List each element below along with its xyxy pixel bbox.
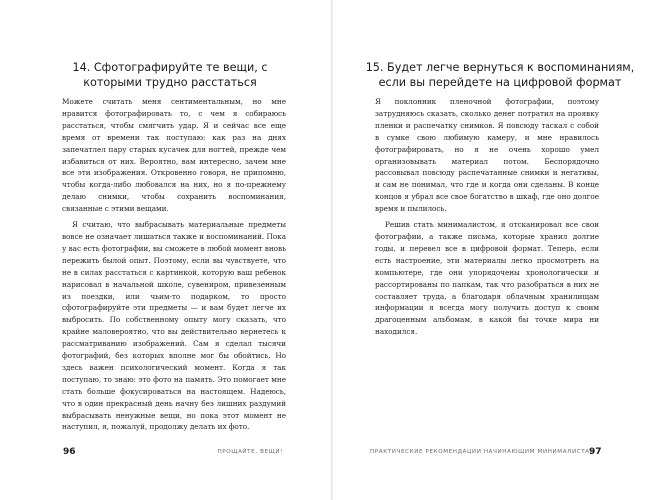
left-paragraph-1: Можете считать меня сентиментальным, но мне нравится фотографировать то, с чем я собираюсь расстаться, чтобы смягчить удар. Я и сейчас все еще время от времени так поступаю: как раз на днях запечатлел пару старых кусачек для ногтей, прежде чем избавиться от них. Вероятно, вам интересно, зачем мне все эти изображения. Откровенно говоря, не припомню, чтобы когда-либо любовался на них, но я по-прежнему делаю снимки, чтобы сохранить воспоминания, связанные с этими вещами. — [62, 97, 286, 214]
right-page-heading: 15. Будет легче вернуться к воспоминаниям, если вы перейдете на цифровой формат — [365, 61, 635, 89]
left-page-body — [62, 96, 286, 433]
right-paragraph-2: Решив стать минималистом, я отсканировал все свои фотографии, а также письма, которые хранил долгие годы, и перевел все в цифровой формат. Теперь, если есть настроение, эти материалы легко просмотреть на компьютере, где они упорядочены хронологически и рассортированы по папкам, так что разобраться в них не составляет труда, а благодаря облачным хранилищам информации я всегда могу получить доступ к своим драгоценным альбомам, в какой бы точке мира ни находился. — [375, 220, 599, 337]
right-paragraph-1: Я поклонник пленочной фотографии, поэтому затрудняюсь сказать, сколько денег потратил на проявку пленки и распечатку снимков. Я повсюду таскал с собой в сумке свою любимую камеру, и мне нравилось фотографировать, но я не очень хорошо умел организовывать материал потом. Беспорядочно рассовывал повсюду распечатанные снимки и негативы, и сам не понимал, что где и когда они сделаны. В конце концов я убрал все свое богатство в шкаф, где оно долгое время и пылилось. — [375, 97, 599, 214]
left-running-title: ПРОЩАЙТЕ, ВЕЩИ! — [217, 449, 283, 455]
right-page-body — [375, 96, 599, 338]
right-running-title: ПРАКТИЧЕСКИЕ РЕКОМЕНДАЦИИ НАЧИНАЮЩИМ МИНИМАЛИСТАМ — [370, 449, 596, 455]
left-paragraph-2: Я считаю, что выбрасывать материальные предметы вовсе не означает лишаться также и воспоминаний. Пока у вас есть фотографии, вы сможете в любой момент вновь пережить былой опыт. Поэтому, если вы чувствуете, что не в силах расстаться с картинкой, которую ваш ребенок нарисовал в начальной школе, сувениром, привезенным из поездки, или чьим-то подарком, то просто сфотографируйте эти предметы — и вам будет легче их выбросить. По собственному опыту могу сказать, что крайне маловероятно, что вы действительно вернетесь к рассматриванию изображений. Сам я сделал тысячи фотографий, без которых вполне мог бы обойтись. Но здесь важен психологический момент. Когда я так поступаю, то знаю: это фото на память. Это помогает мне стать больше фокусироваться на настоящем. Надеюсь, что в один прекрасный день начну без лишних раздумий выбрасывать ненужные вещи, но пока этот момент не наступил, я, пожалуй, продолжу делать их фото. — [62, 220, 286, 432]
left-page-number: 96 — [63, 447, 76, 457]
left-page-heading: 14. Сфотографируйте те вещи, с которыми трудно расстаться — [72, 61, 268, 89]
left-page — [0, 0, 331, 500]
right-page-number: 97 — [589, 447, 602, 457]
right-page — [333, 0, 664, 500]
